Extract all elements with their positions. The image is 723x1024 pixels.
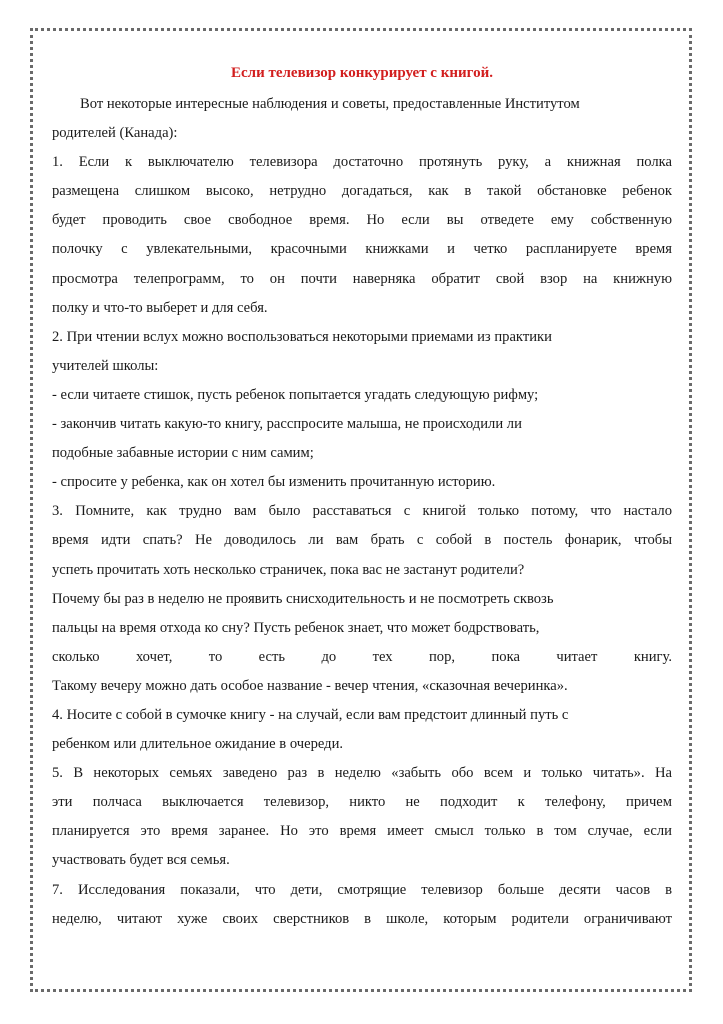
text-line: участвовать будет вся семья. bbox=[52, 852, 230, 869]
text-line: полку и что-то выберет и для себя. bbox=[52, 299, 268, 316]
text-line: 1. Если к выключателю телевизора достаточно протянуть руку, а книжная полка bbox=[52, 154, 672, 171]
text-lines bbox=[52, 90, 672, 934]
text-line: 3. Помните, как трудно вам было расставаться с книгой только потому, что настало bbox=[52, 503, 672, 520]
text-line: 5. В некоторых семьях заведено раз в неделю «забыть обо всем и только читать». На bbox=[52, 765, 672, 782]
text-line: 4. Носите с собой в сумочке книгу - на случай, если вам предстоит длинный путь с bbox=[52, 706, 569, 723]
text-line: учителей школы: bbox=[52, 357, 159, 374]
text-line: просмотра телепрограмм, то он почти наверняка обратит свой взор на книжную bbox=[52, 270, 672, 287]
text-line: размещена слишком высоко, нетрудно догадаться, как в такой обстановке ребенок bbox=[52, 183, 672, 200]
text-line: планируется это время заранее. Но это время имеет смысл только в том случае, если bbox=[52, 823, 672, 840]
text-line: время идти спать? Не доводилось ли вам брать с собой в постель фонарик, чтобы bbox=[52, 532, 672, 549]
text-line: подобные забавные истории с ним самим; bbox=[52, 445, 314, 462]
text-line: ребенком или длительное ожидание в очереди. bbox=[52, 736, 344, 753]
text-line: сколько хочет, то есть до тех пор, пока читает книгу. bbox=[52, 648, 672, 665]
text-line: будет проводить свое свободное время. Но если вы отведете ему собственную bbox=[52, 212, 672, 229]
text-line: полочку с увлекательными, красочными книжками и четко распланируете время bbox=[52, 241, 672, 258]
document-body bbox=[52, 62, 672, 934]
text-line: - спросите у ребенка, как он хотел бы изменить прочитанную историю. bbox=[52, 474, 496, 491]
text-line: Такому вечеру можно дать особое название - вечер чтения, «сказочная вечеринка». bbox=[52, 677, 568, 694]
text-line: - если читаете стишок, пусть ребенок попытается угадать следующую рифму; bbox=[52, 386, 539, 403]
text-line: неделю, читают хуже своих сверстников в школе, которым родители ограничивают bbox=[52, 910, 672, 927]
text-line: пальцы на время отхода ко сну? Пусть ребенок знает, что может бодрствовать, bbox=[52, 619, 540, 636]
document-title: Если телевизор конкурирует с книгой. bbox=[231, 65, 493, 81]
text-line: эти полчаса выключается телевизор, никто не подходит к телефону, причем bbox=[52, 794, 672, 811]
text-line: родителей (Канада): bbox=[52, 125, 178, 142]
text-line: Почему бы раз в неделю не проявить снисходительность и не посмотреть сквозь bbox=[52, 590, 554, 607]
text-line: успеть прочитать хоть несколько страничек, пока вас не застанут родители? bbox=[52, 561, 525, 578]
text-line: Вот некоторые интересные наблюдения и советы, предоставленные Институтом bbox=[80, 96, 580, 112]
text-line: 2. При чтении вслух можно воспользоваться некоторыми приемами из практики bbox=[52, 328, 552, 345]
text-line: - закончив читать какую-то книгу, расспросите малыша, не происходили ли bbox=[52, 416, 522, 433]
text-line: 7. Исследования показали, что дети, смотрящие телевизор больше десяти часов в bbox=[52, 881, 672, 898]
